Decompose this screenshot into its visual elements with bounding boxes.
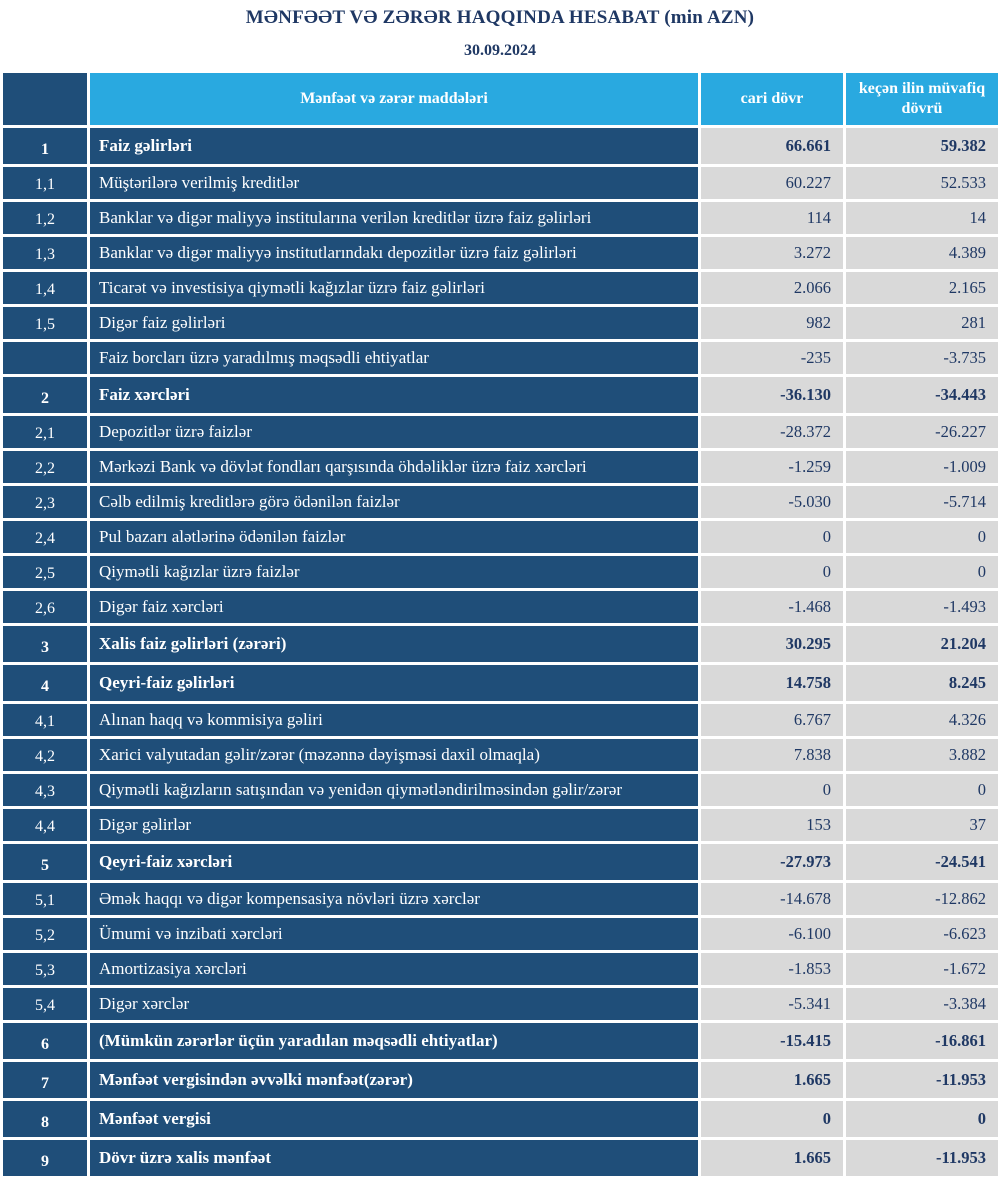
table-row [3,591,998,623]
row-current-value: -14.678 [701,883,843,915]
row-number: 4 [3,665,87,701]
row-previous-value: 8.245 [846,665,998,701]
row-previous-value: -11.953 [846,1062,998,1098]
table-row [3,809,998,841]
row-number: 4,4 [3,809,87,841]
row-item-label: Xarici valyutadan gəlir/zərər (məzənnə dəyişməsi daxil olmaqla) [90,739,698,771]
row-previous-value: -5.714 [846,486,998,518]
row-item-label: Mərkəzi Bank və dövlət fondları qarşısında öhdəliklər üzrə faiz xərcləri [90,451,698,483]
table-row [3,377,998,413]
table-row [3,704,998,736]
table-row [3,883,998,915]
table-row [3,1140,998,1176]
row-previous-value: 281 [846,307,998,339]
row-number: 1,5 [3,307,87,339]
row-previous-value: 0 [846,521,998,553]
row-previous-value: 21.204 [846,626,998,662]
table-row [3,272,998,304]
row-current-value: -6.100 [701,918,843,950]
table-row [3,665,998,701]
row-item-label: Faiz xərcləri [90,377,698,413]
row-item-label: Qiymətli kağızlar üzrə faizlər [90,556,698,588]
row-item-label: Banklar və digər maliyyə institularına verilən kreditlər üzrə faiz gəlirləri [90,202,698,234]
row-current-value: 3.272 [701,237,843,269]
row-previous-value: -3.384 [846,988,998,1020]
row-previous-value: -26.227 [846,416,998,448]
row-item-label: Cəlb edilmiş kreditlərə görə ödənilən faizlər [90,486,698,518]
row-previous-value: -1.672 [846,953,998,985]
table-header-row [3,73,998,125]
row-previous-value: -11.953 [846,1140,998,1176]
table-row [3,521,998,553]
row-item-label: Mənfəət vergisi [90,1101,698,1137]
row-current-value: 66.661 [701,128,843,164]
row-number: 2,6 [3,591,87,623]
row-current-value: 60.227 [701,167,843,199]
row-previous-value: 52.533 [846,167,998,199]
row-item-label: (Mümkün zərərlər üçün yaradılan məqsədli ehtiyatlar) [90,1023,698,1059]
row-current-value: -28.372 [701,416,843,448]
row-item-label: Ümumi və inzibati xərcləri [90,918,698,950]
table-row [3,1101,998,1137]
table-row [3,237,998,269]
row-previous-value: 0 [846,556,998,588]
row-item-label: Müştərilərə verilmiş kreditlər [90,167,698,199]
row-current-value: 7.838 [701,739,843,771]
table-row [3,342,998,374]
row-previous-value: -1.009 [846,451,998,483]
row-previous-value: -1.493 [846,591,998,623]
row-number: 5,3 [3,953,87,985]
row-current-value: 6.767 [701,704,843,736]
table-row [3,451,998,483]
row-number: 2 [3,377,87,413]
table-row [3,556,998,588]
row-current-value: 982 [701,307,843,339]
row-current-value: 14.758 [701,665,843,701]
row-item-label: Digər gəlirlər [90,809,698,841]
row-number: 4,2 [3,739,87,771]
row-previous-value: 37 [846,809,998,841]
row-number: 2,4 [3,521,87,553]
row-previous-value: -3.735 [846,342,998,374]
row-current-value: 0 [701,1101,843,1137]
row-item-label: Digər faiz xərcləri [90,591,698,623]
row-previous-value: 4.326 [846,704,998,736]
table-row [3,918,998,950]
row-number: 8 [3,1101,87,1137]
row-number: 1,2 [3,202,87,234]
table-row [3,202,998,234]
table-row [3,128,998,164]
row-number: 1,3 [3,237,87,269]
row-current-value: -1.853 [701,953,843,985]
row-number: 5,2 [3,918,87,950]
table-row [3,774,998,806]
row-number: 4,3 [3,774,87,806]
row-number: 5 [3,844,87,880]
table-row [3,988,998,1020]
header-corner-cell [3,73,87,125]
table-row [3,844,998,880]
row-previous-value: -24.541 [846,844,998,880]
table-row [3,1062,998,1098]
table-row [3,1023,998,1059]
row-previous-value: 14 [846,202,998,234]
row-number: 5,1 [3,883,87,915]
table-row [3,739,998,771]
row-current-value: 114 [701,202,843,234]
row-item-label: Qiymətli kağızların satışından və yenidən qiymətləndirilməsindən gəlir/zərər [90,774,698,806]
row-number: 1,1 [3,167,87,199]
row-number: 4,1 [3,704,87,736]
row-item-label: Faiz gəlirləri [90,128,698,164]
row-number: 7 [3,1062,87,1098]
row-current-value: 0 [701,521,843,553]
row-item-label: Alınan haqq və kommisiya gəliri [90,704,698,736]
table-row [3,486,998,518]
row-previous-value: -12.862 [846,883,998,915]
header-current-period: cari dövr [701,73,843,125]
row-current-value: 0 [701,774,843,806]
row-current-value: -15.415 [701,1023,843,1059]
row-previous-value: 3.882 [846,739,998,771]
row-current-value: -5.030 [701,486,843,518]
table-row [3,953,998,985]
table-row [3,416,998,448]
row-item-label: Depozitlər üzrə faizlər [90,416,698,448]
row-previous-value: -6.623 [846,918,998,950]
row-current-value: 0 [701,556,843,588]
header-items: Mənfəət və zərər maddələri [90,73,698,125]
row-number: 2,1 [3,416,87,448]
table-row [3,167,998,199]
header-previous-period: keçən ilin müvafiq dövrü [846,73,998,125]
row-current-value: -1.468 [701,591,843,623]
row-number: 2,5 [3,556,87,588]
profit-loss-table [0,70,1000,1179]
row-number: 2,2 [3,451,87,483]
row-previous-value: 4.389 [846,237,998,269]
row-previous-value: 2.165 [846,272,998,304]
row-item-label: Pul bazarı alətlərinə ödənilən faizlər [90,521,698,553]
row-current-value: -27.973 [701,844,843,880]
row-current-value: -235 [701,342,843,374]
row-previous-value: 59.382 [846,128,998,164]
row-item-label: Amortizasiya xərcləri [90,953,698,985]
table-row [3,626,998,662]
row-current-value: 1.665 [701,1140,843,1176]
row-item-label: Ticarət və investisiya qiymətli kağızlar üzrə faiz gəlirləri [90,272,698,304]
row-current-value: 2.066 [701,272,843,304]
row-item-label: Digər xərclər [90,988,698,1020]
row-number: 5,4 [3,988,87,1020]
row-current-value: 30.295 [701,626,843,662]
row-item-label: Faiz borcları üzrə yaradılmış məqsədli ehtiyatlar [90,342,698,374]
row-item-label: Digər faiz gəlirləri [90,307,698,339]
row-number: 1 [3,128,87,164]
row-item-label: Qeyri-faiz xərcləri [90,844,698,880]
table-row [3,307,998,339]
row-item-label: Banklar və digər maliyyə institutlarındakı depozitlər üzrə faiz gəlirləri [90,237,698,269]
row-current-value: -1.259 [701,451,843,483]
row-current-value: -36.130 [701,377,843,413]
row-item-label: Dövr üzrə xalis mənfəət [90,1140,698,1176]
row-item-label: Qeyri-faiz gəlirləri [90,665,698,701]
row-current-value: 153 [701,809,843,841]
report-title: MƏNFƏƏT VƏ ZƏRƏR HAQQINDA HESABAT (min AZN) [245,7,755,28]
row-current-value: 1.665 [701,1062,843,1098]
row-item-label: Xalis faiz gəlirləri (zərəri) [90,626,698,662]
row-number: 3 [3,626,87,662]
row-previous-value: 0 [846,1101,998,1137]
row-number: 2,3 [3,486,87,518]
row-number: 1,4 [3,272,87,304]
row-previous-value: -16.861 [846,1023,998,1059]
row-item-label: Mənfəət vergisindən əvvəlki mənfəət(zərər) [90,1062,698,1098]
table-body [3,128,998,1176]
row-number: 9 [3,1140,87,1176]
row-number [3,342,87,374]
row-previous-value: 0 [846,774,998,806]
row-current-value: -5.341 [701,988,843,1020]
row-item-label: Əmək haqqı və digər kompensasiya növləri üzrə xərclər [90,883,698,915]
row-number: 6 [3,1023,87,1059]
report-date: 30.09.2024 [464,42,536,59]
row-previous-value: -34.443 [846,377,998,413]
